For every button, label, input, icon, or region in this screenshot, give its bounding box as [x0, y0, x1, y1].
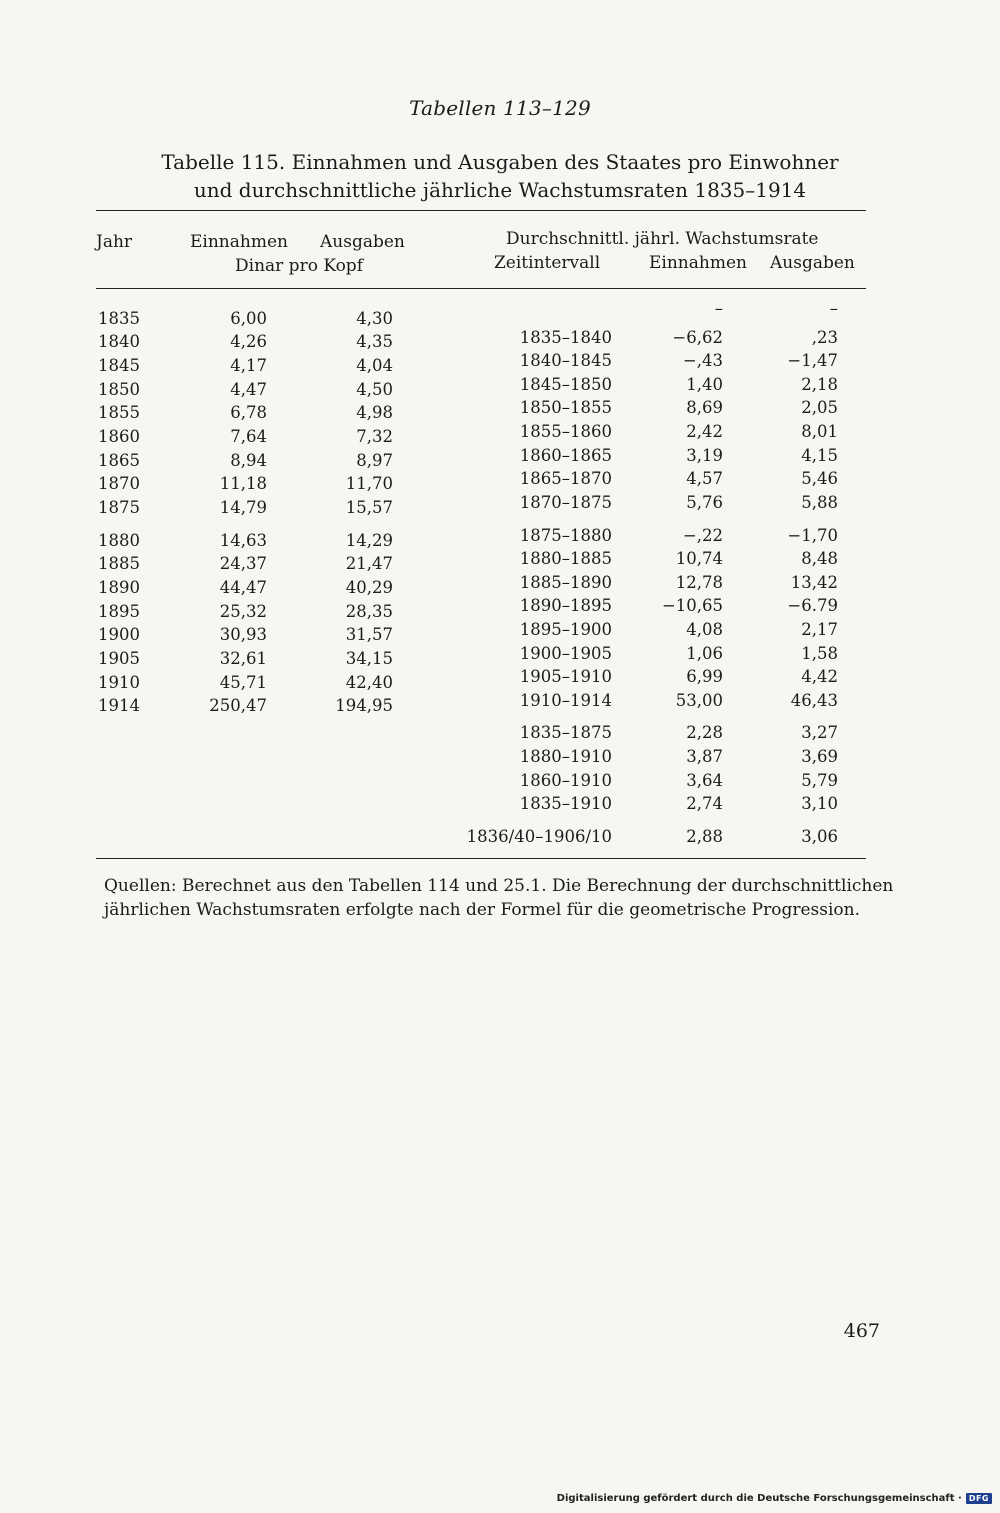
table-title-line-1: Tabelle 115. Einnahmen und Ausgaben des Staates pro Einwohner [161, 150, 839, 174]
cell-rate-ausgaben: 2,05 [801, 398, 838, 417]
cell-year: 1835 [98, 309, 140, 328]
cell-rate-ausgaben: −1,70 [787, 526, 838, 545]
cell-rate-einnahmen: 2,42 [686, 422, 723, 441]
rate-row [0, 421, 1000, 443]
cell-interval: 1835–1840 [519, 328, 612, 347]
rate-row [0, 492, 1000, 514]
rate-row [0, 525, 1000, 547]
cell-year: 1850 [98, 380, 140, 399]
cell-interval: 1905–1910 [519, 667, 612, 686]
header-ausgaben: Ausgaben [320, 232, 405, 252]
cell-interval: 1865–1870 [519, 469, 612, 488]
rate-row [0, 468, 1000, 490]
cell-ausgaben: 4,30 [356, 309, 393, 328]
cell-rate-ausgaben: – [829, 299, 838, 318]
rate-row [0, 572, 1000, 594]
cell-rate-einnahmen: 53,00 [675, 691, 723, 710]
header-interval: Zeitintervall [494, 253, 601, 273]
cell-einnahmen: 8,94 [230, 451, 267, 470]
rate-row [0, 327, 1000, 349]
cell-year: 1845 [98, 356, 140, 375]
rate-row [0, 690, 1000, 712]
cell-year: 1855 [98, 403, 140, 422]
cell-year: 1875 [98, 498, 140, 517]
cell-ausgaben: 28,35 [345, 602, 393, 621]
cell-rate-ausgaben: 3,69 [801, 747, 838, 766]
cell-rate-ausgaben: 2,18 [801, 375, 838, 394]
cell-rate-ausgaben: ,23 [811, 328, 838, 347]
cell-ausgaben: 31,57 [345, 625, 393, 644]
cell-einnahmen: 4,26 [230, 332, 267, 351]
cell-rate-einnahmen: 5,76 [686, 493, 723, 512]
cell-rate-einnahmen: – [714, 299, 723, 318]
rate-row [0, 298, 1000, 320]
rate-row [0, 350, 1000, 372]
sources-note: Quellen: Berechnet aus den Tabellen 114 und 25.1. Die Berechnung der durchschnittlichen jährlichen Wachstumsraten erfolgte nach der Formel für die geometrische Progression. [104, 876, 894, 920]
cell-interval: 1895–1900 [519, 620, 612, 639]
cell-interval: 1880–1885 [519, 549, 612, 568]
cell-einnahmen: 7,64 [230, 427, 267, 446]
cell-einnahmen: 6,00 [230, 309, 267, 328]
cell-einnahmen: 32,61 [219, 649, 267, 668]
cell-interval: 1870–1875 [519, 493, 612, 512]
rate-row [0, 793, 1000, 815]
cell-interval: 1836/40–1906/10 [466, 827, 612, 846]
cell-rate-einnahmen: 2,88 [686, 827, 723, 846]
rate-row [0, 397, 1000, 419]
cell-year: 1900 [98, 625, 140, 644]
cell-year: 1910 [98, 673, 140, 692]
cell-rate-ausgaben: 13,42 [790, 573, 838, 592]
cell-interval: 1910–1914 [519, 691, 612, 710]
cell-year: 1870 [98, 474, 140, 493]
table-title-line-2: und durchschnittliche jährliche Wachstumsraten 1835–1914 [193, 178, 807, 202]
table-mid-rule [96, 288, 866, 289]
rate-row [0, 548, 1000, 570]
cell-year: 1914 [98, 696, 140, 715]
cell-rate-ausgaben: 3,27 [801, 723, 838, 742]
cell-einnahmen: 14,63 [219, 531, 267, 550]
cell-interval: 1850–1855 [519, 398, 612, 417]
cell-rate-einnahmen: 4,57 [686, 469, 723, 488]
cell-einnahmen: 4,47 [230, 380, 267, 399]
header-unit: Dinar pro Kopf [235, 256, 363, 276]
cell-year: 1880 [98, 531, 140, 550]
cell-interval: 1845–1850 [519, 375, 612, 394]
cell-interval: 1880–1910 [519, 747, 612, 766]
cell-year: 1885 [98, 554, 140, 573]
cell-einnahmen: 250,47 [209, 696, 267, 715]
cell-rate-ausgaben: 3,06 [801, 827, 838, 846]
cell-rate-einnahmen: 2,74 [686, 794, 723, 813]
cell-rate-ausgaben: 1,58 [801, 644, 838, 663]
cell-rate-einnahmen: 1,06 [686, 644, 723, 663]
cell-interval: 1855–1860 [519, 422, 612, 441]
cell-ausgaben: 7,32 [356, 427, 393, 446]
cell-einnahmen: 4,17 [230, 356, 267, 375]
cell-rate-ausgaben: 3,10 [801, 794, 838, 813]
header-rate-ausgaben: Ausgaben [770, 253, 855, 273]
cell-ausgaben: 4,98 [356, 403, 393, 422]
header-year: Jahr [96, 232, 133, 252]
cell-rate-ausgaben: 2,17 [801, 620, 838, 639]
header-rate-group: Durchschnittl. jährl. Wachstumsrate [506, 229, 819, 249]
cell-ausgaben: 4,04 [356, 356, 393, 375]
cell-interval: 1860–1910 [519, 771, 612, 790]
cell-rate-ausgaben: −1,47 [787, 351, 838, 370]
cell-ausgaben: 34,15 [345, 649, 393, 668]
cell-ausgaben: 11,70 [345, 474, 393, 493]
cell-ausgaben: 15,57 [345, 498, 393, 517]
cell-interval: 1840–1845 [519, 351, 612, 370]
cell-rate-einnahmen: 3,64 [686, 771, 723, 790]
cell-rate-einnahmen: 2,28 [686, 723, 723, 742]
footer-credit-text: Digitalisierung gefördert durch die Deutsche Forschungsgemeinschaft · [556, 1493, 962, 1504]
table-title [0, 148, 1000, 204]
cell-rate-einnahmen: 8,69 [686, 398, 723, 417]
cell-year: 1860 [98, 427, 140, 446]
page-header: Tabellen 113–129 [409, 96, 591, 120]
cell-year: 1895 [98, 602, 140, 621]
cell-ausgaben: 194,95 [335, 696, 393, 715]
cell-rate-einnahmen: 6,99 [686, 667, 723, 686]
page-number: 467 [843, 1320, 880, 1342]
cell-rate-ausgaben: 46,43 [790, 691, 838, 710]
cell-year: 1890 [98, 578, 140, 597]
cell-interval: 1835–1875 [519, 723, 612, 742]
rate-row [0, 445, 1000, 467]
cell-einnahmen: 11,18 [219, 474, 267, 493]
cell-rate-einnahmen: −,22 [682, 526, 723, 545]
cell-rate-ausgaben: 4,42 [801, 667, 838, 686]
cell-einnahmen: 45,71 [219, 673, 267, 692]
cell-rate-einnahmen: 1,40 [686, 375, 723, 394]
cell-rate-ausgaben: 5,79 [801, 771, 838, 790]
cell-einnahmen: 14,79 [219, 498, 267, 517]
cell-einnahmen: 44,47 [219, 578, 267, 597]
footer-credit [557, 1493, 992, 1504]
cell-interval: 1860–1865 [519, 446, 612, 465]
cell-rate-ausgaben: 5,46 [801, 469, 838, 488]
rate-row [0, 826, 1000, 848]
rate-row [0, 595, 1000, 617]
cell-rate-einnahmen: 3,19 [686, 446, 723, 465]
rate-row [0, 374, 1000, 396]
cell-year: 1865 [98, 451, 140, 470]
cell-ausgaben: 8,97 [356, 451, 393, 470]
cell-ausgaben: 42,40 [345, 673, 393, 692]
rate-row [0, 722, 1000, 744]
cell-rate-einnahmen: 10,74 [675, 549, 723, 568]
cell-interval: 1890–1895 [519, 596, 612, 615]
cell-year: 1905 [98, 649, 140, 668]
cell-rate-ausgaben: 4,15 [801, 446, 838, 465]
cell-rate-ausgaben: 8,01 [801, 422, 838, 441]
cell-rate-einnahmen: 12,78 [675, 573, 723, 592]
rate-row [0, 770, 1000, 792]
cell-ausgaben: 40,29 [345, 578, 393, 597]
cell-interval: 1885–1890 [519, 573, 612, 592]
cell-einnahmen: 25,32 [219, 602, 267, 621]
cell-rate-ausgaben: −6.79 [787, 596, 838, 615]
cell-interval: 1835–1910 [519, 794, 612, 813]
cell-ausgaben: 4,50 [356, 380, 393, 399]
cell-interval: 1875–1880 [519, 526, 612, 545]
header-rate-einnahmen: Einnahmen [649, 253, 747, 273]
cell-ausgaben: 21,47 [345, 554, 393, 573]
cell-rate-einnahmen: 4,08 [686, 620, 723, 639]
header-einnahmen: Einnahmen [190, 232, 288, 252]
cell-rate-einnahmen: −10,65 [661, 596, 723, 615]
cell-rate-einnahmen: −,43 [682, 351, 723, 370]
cell-rate-ausgaben: 8,48 [801, 549, 838, 568]
table-top-rule [96, 210, 866, 211]
cell-einnahmen: 6,78 [230, 403, 267, 422]
table-bottom-rule [96, 858, 866, 859]
rate-row [0, 746, 1000, 768]
cell-rate-einnahmen: −6,62 [672, 328, 723, 347]
cell-ausgaben: 4,35 [356, 332, 393, 351]
rate-row [0, 619, 1000, 641]
cell-rate-ausgaben: 5,88 [801, 493, 838, 512]
cell-ausgaben: 14,29 [345, 531, 393, 550]
dfg-logo: DFG [966, 1493, 992, 1504]
cell-year: 1840 [98, 332, 140, 351]
cell-interval: 1900–1905 [519, 644, 612, 663]
cell-rate-einnahmen: 3,87 [686, 747, 723, 766]
cell-einnahmen: 24,37 [219, 554, 267, 573]
rate-row [0, 643, 1000, 665]
cell-einnahmen: 30,93 [219, 625, 267, 644]
rate-row [0, 666, 1000, 688]
